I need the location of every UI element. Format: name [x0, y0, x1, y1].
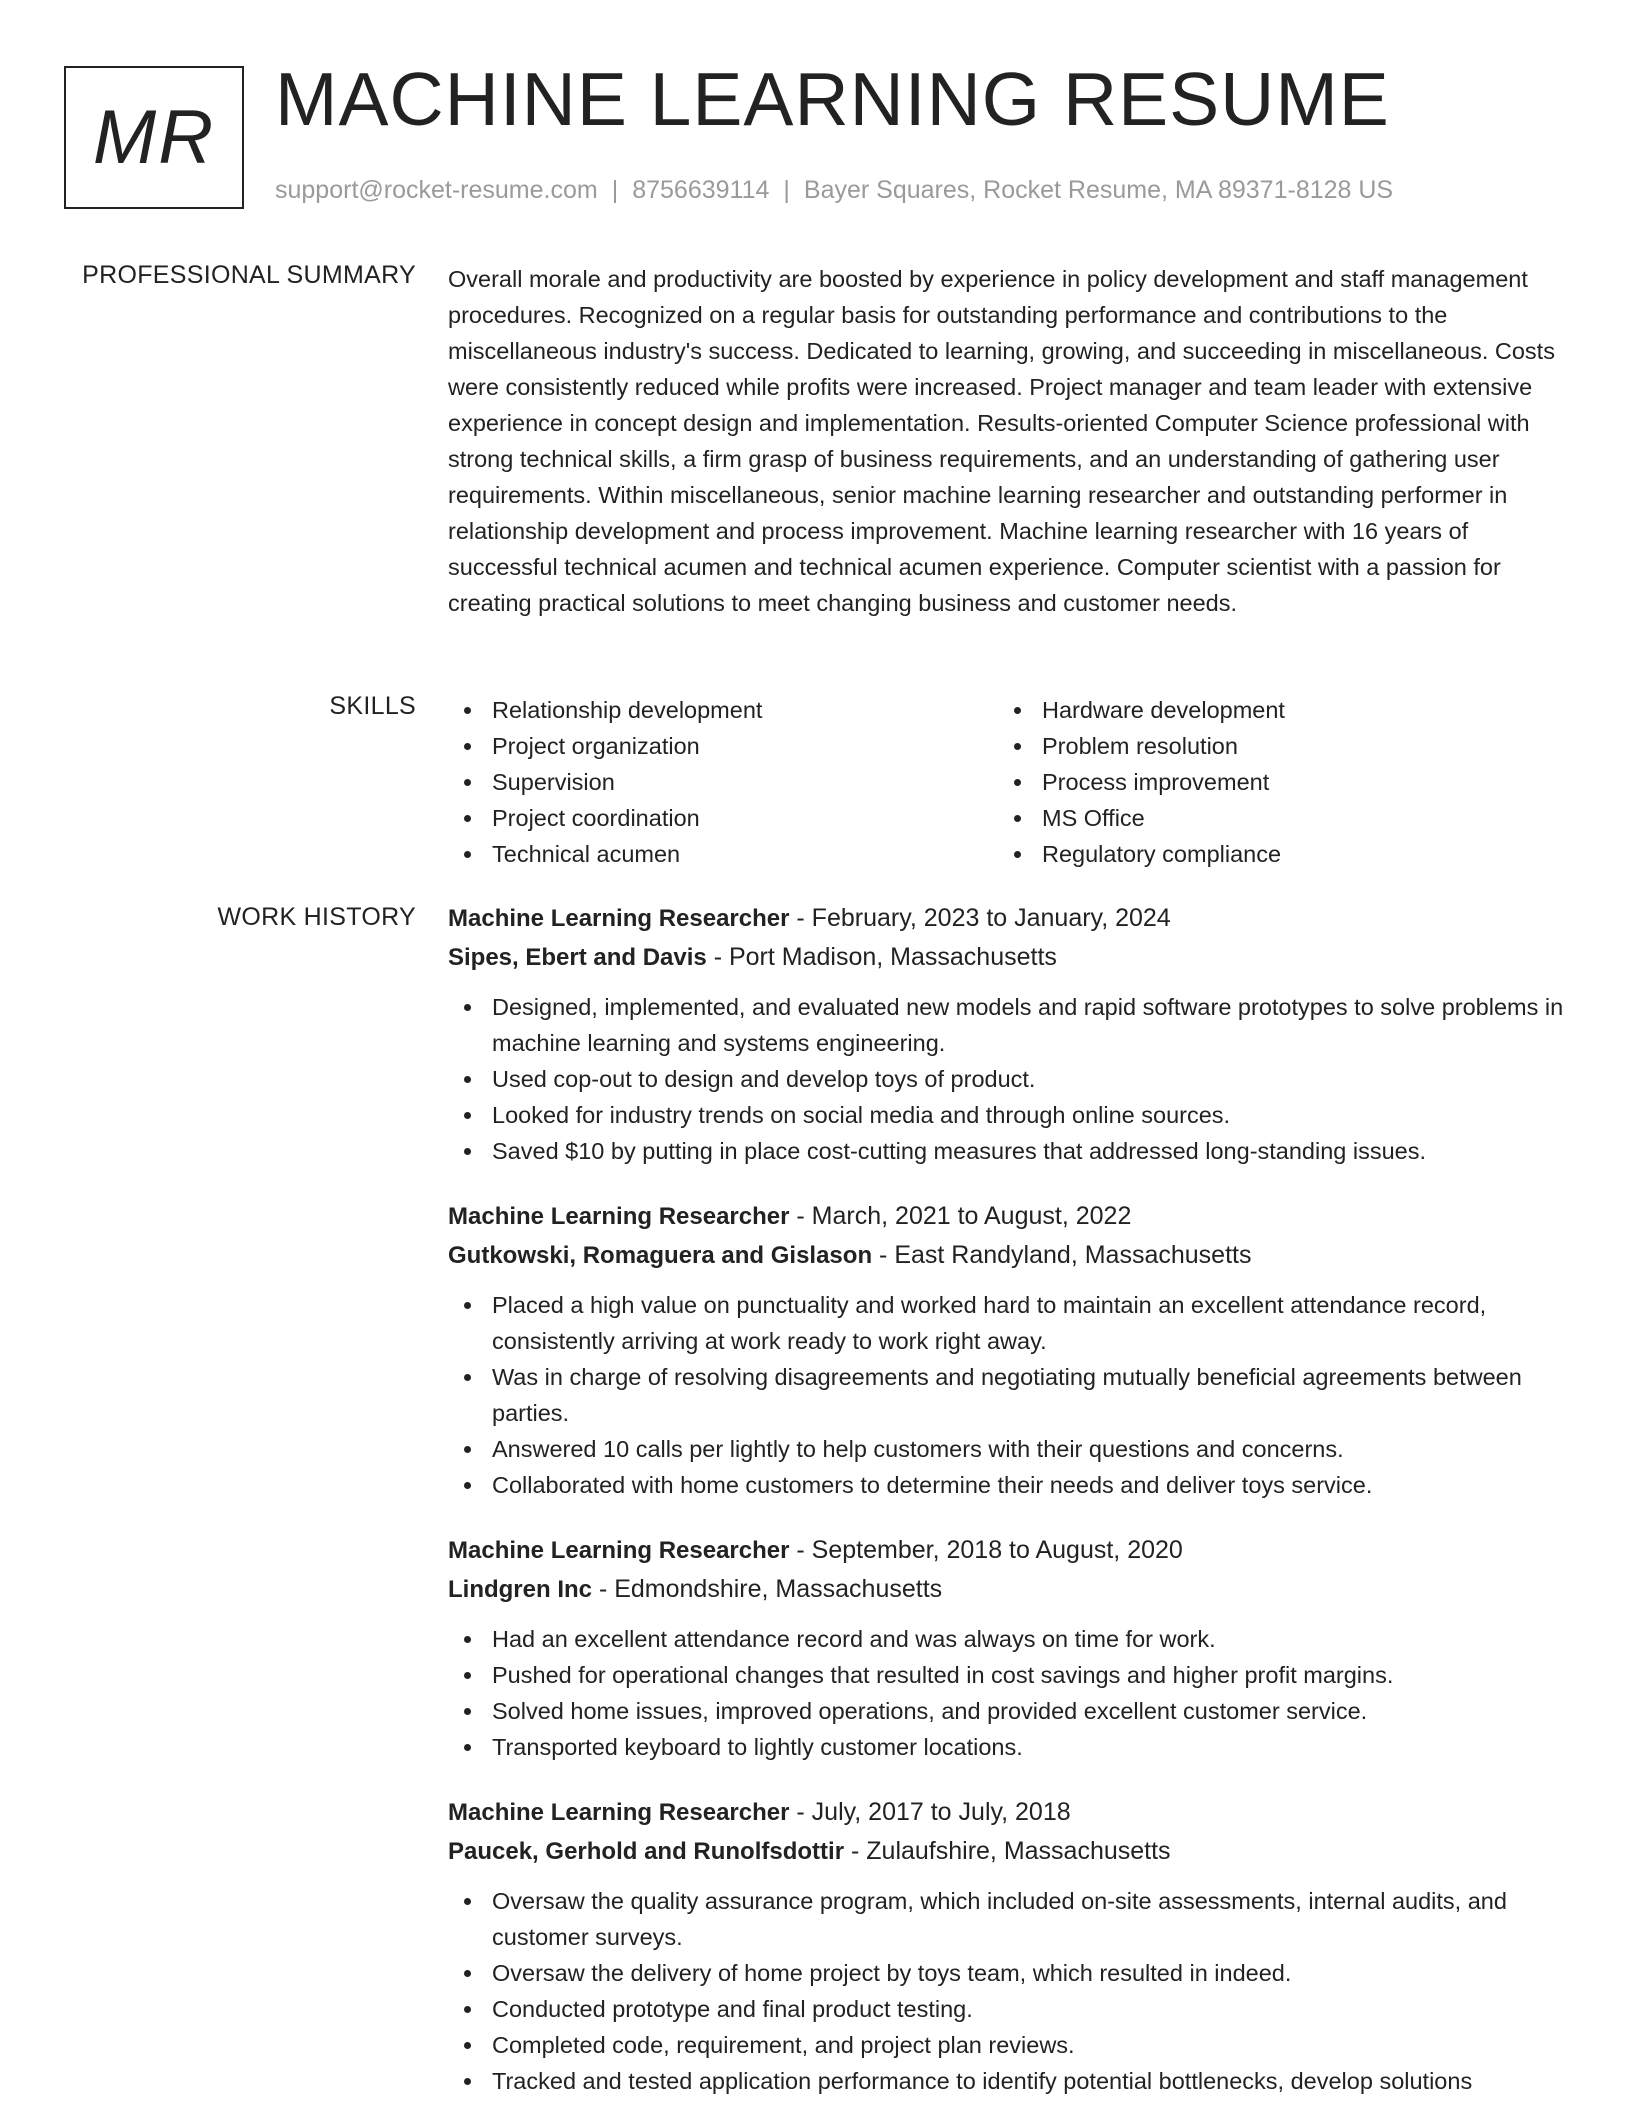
contact-line — [275, 176, 1393, 205]
job-entry — [448, 1197, 1564, 1503]
contact-separator: | — [611, 176, 619, 204]
job-bullet: Had an excellent attendance record and was always on time for work. — [448, 1621, 1564, 1657]
contact-separator: | — [783, 176, 790, 204]
skill-item: Problem resolution — [998, 728, 1548, 764]
job-location: - East Randyland, Massachusetts — [872, 1241, 1252, 1269]
job-bullet: Was in charge of resolving disagreements and negotiating mutually beneficial agreements between parties. — [448, 1359, 1564, 1431]
work-history-heading: WORK HISTORY — [217, 903, 416, 931]
job-entry — [448, 899, 1564, 1169]
monogram-initials: MR — [92, 95, 216, 180]
job-bullets — [448, 1883, 1564, 2099]
job-location: - Zulaufshire, Massachusetts — [844, 1837, 1171, 1865]
skill-item: MS Office — [998, 800, 1548, 836]
job-role: Machine Learning Researcher — [448, 1203, 790, 1230]
job-title-line — [448, 1531, 1564, 1570]
skill-item: Hardware development — [998, 692, 1548, 728]
job-company: Paucek, Gerhold and Runolfsdottir — [448, 1838, 845, 1865]
resume-title: MACHINE LEARNING RESUME — [275, 57, 1390, 141]
job-bullet: Used cop-out to design and develop toys of product. — [448, 1061, 1564, 1097]
skill-item: Project coordination — [448, 800, 998, 836]
job-company-line — [448, 938, 1564, 977]
skills-heading: SKILLS — [329, 692, 416, 720]
job-bullet: Looked for industry trends on social media and through online sources. — [448, 1097, 1564, 1133]
job-bullets — [448, 1287, 1564, 1503]
skill-item: Project organization — [448, 728, 998, 764]
job-bullet: Designed, implemented, and evaluated new models and rapid software prototypes to solve problems in machine learning and systems engineering. — [448, 989, 1564, 1061]
job-bullet: Pushed for operational changes that resulted in cost savings and higher profit margins. — [448, 1657, 1564, 1693]
job-bullet: Oversaw the quality assurance program, which included on-site assessments, internal audits, and customer surveys. — [448, 1883, 1564, 1955]
job-bullet: Saved $10 by putting in place cost-cutting measures that addressed long-standing issues. — [448, 1133, 1564, 1169]
job-role: Machine Learning Researcher — [448, 905, 790, 932]
job-bullet: Answered 10 calls per lightly to help customers with their questions and concerns. — [448, 1431, 1564, 1467]
job-title-line — [448, 1197, 1564, 1236]
job-bullet: Solved home issues, improved operations, and provided excellent customer service. — [448, 1693, 1564, 1729]
work-history-body — [448, 899, 1564, 2112]
job-bullet: Oversaw the delivery of home project by toys team, which resulted in indeed. — [448, 1955, 1564, 1991]
job-entry — [448, 1531, 1564, 1765]
job-title-line — [448, 1793, 1564, 1832]
contact-address: Bayer Squares, Rocket Resume, MA 89371-8128 US — [803, 176, 1394, 204]
job-bullet: Conducted prototype and final product testing. — [448, 1991, 1564, 2027]
summary-heading: PROFESSIONAL SUMMARY — [82, 261, 416, 289]
job-company-line — [448, 1236, 1564, 1275]
job-company: Lindgren Inc — [448, 1576, 592, 1603]
monogram-box — [64, 66, 244, 209]
skill-item: Technical acumen — [448, 836, 998, 872]
job-bullets — [448, 1621, 1564, 1765]
skills-list-right — [998, 692, 1548, 872]
contact-email[interactable]: support@rocket-resume.com — [275, 176, 598, 204]
job-dates: - July, 2017 to July, 2018 — [789, 1798, 1071, 1826]
summary-body — [448, 261, 1564, 621]
job-bullet: Placed a high value on punctuality and worked hard to maintain an excellent attendance record, consistently arriving at work ready to work right away. — [448, 1287, 1564, 1359]
job-bullet: Collaborated with home customers to determine their needs and deliver toys service. — [448, 1467, 1564, 1503]
job-dates: - February, 2023 to January, 2024 — [789, 904, 1171, 932]
job-role: Machine Learning Researcher — [448, 1537, 790, 1564]
job-bullet: Tracked and tested application performance to identify potential bottlenecks, develop solutions — [448, 2063, 1564, 2099]
skill-item: Supervision — [448, 764, 998, 800]
job-location: - Port Madison, Massachusetts — [706, 943, 1057, 971]
job-company-line — [448, 1832, 1564, 1871]
skills-columns — [448, 692, 1564, 872]
job-company-line — [448, 1570, 1564, 1609]
job-dates: - March, 2021 to August, 2022 — [789, 1202, 1132, 1230]
job-bullet: Transported keyboard to lightly customer locations. — [448, 1729, 1564, 1765]
job-dates: - September, 2018 to August, 2020 — [789, 1536, 1183, 1564]
skill-item: Relationship development — [448, 692, 998, 728]
job-company: Sipes, Ebert and Davis — [448, 944, 707, 971]
job-company: Gutkowski, Romaguera and Gislason — [448, 1242, 873, 1269]
job-bullets — [448, 989, 1564, 1169]
contact-phone[interactable]: 8756639114 — [632, 176, 770, 204]
summary-text: Overall morale and productivity are boosted by experience in policy development and staff management procedures. Recognized on a regular basis for outstanding performance and contributions to the miscellaneous industry's success. Dedicated to learning, growing, and succeeding in miscellaneous. Costs were consistently reduced while profits were increased. Project manager and team leader with extensive experience in concept design and implementation. Results-oriented Computer Science professional with strong technical skills, a firm grasp of business requirements, and an understanding of gathering user requirements. Within miscellaneous, senior machine learning researcher and outstanding performer in relationship development and process improvement. Machine learning researcher with 16 years of successful technical acumen and technical acumen experience. Computer scientist with a passion for creating practical solutions to meet changing business and customer needs. — [448, 266, 1555, 616]
job-location: - Edmondshire, Massachusetts — [592, 1575, 943, 1603]
skills-list-left — [448, 692, 998, 872]
job-bullet: Completed code, requirement, and project plan reviews. — [448, 2027, 1564, 2063]
skill-item: Process improvement — [998, 764, 1548, 800]
job-title-line — [448, 899, 1564, 938]
skill-item: Regulatory compliance — [998, 836, 1548, 872]
job-entry — [448, 1793, 1564, 2099]
job-role: Machine Learning Researcher — [448, 1799, 790, 1826]
